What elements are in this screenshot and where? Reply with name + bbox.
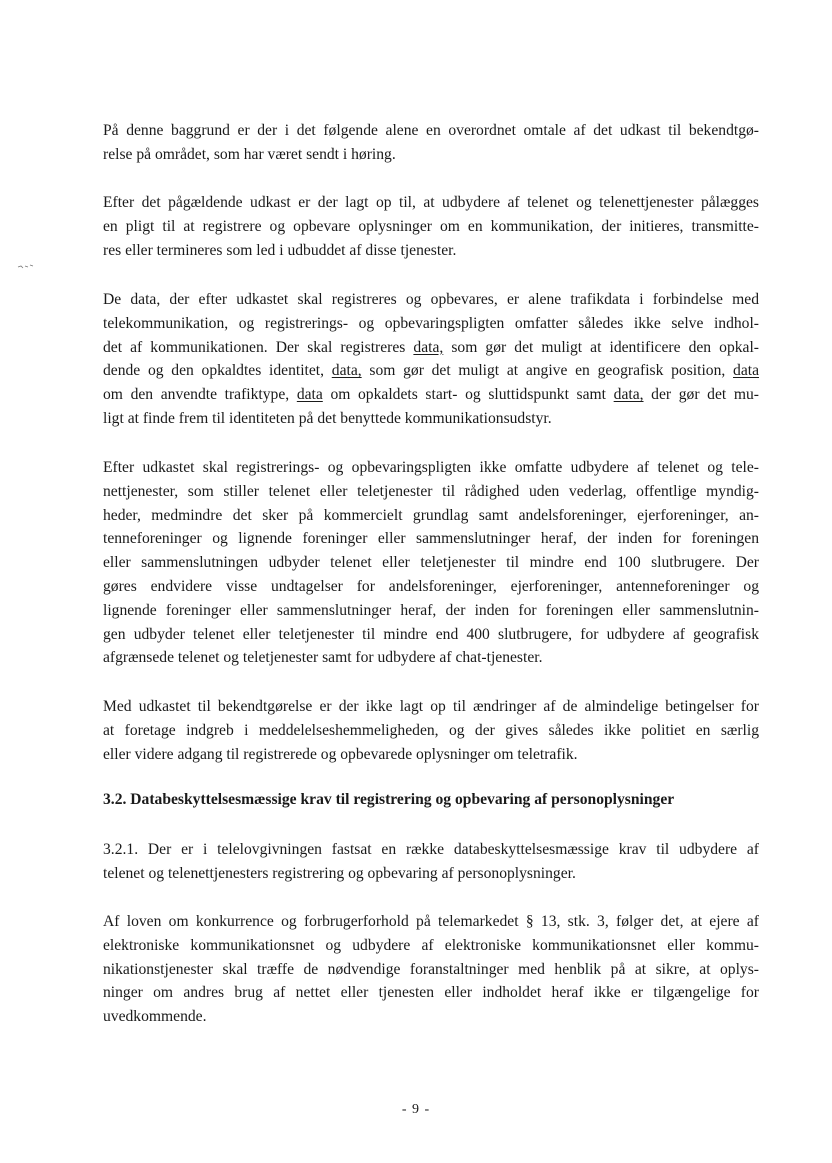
text-line: telekommunikation, og registrerings- og opbevaringspligten omfatter således ikke selve indhol-	[103, 314, 759, 332]
text-line	[103, 336, 759, 360]
text-line: Af loven om konkurrence og forbrugerforhold på telemarkedet § 13, stk. 3, følger det, at ejere af	[103, 913, 759, 930]
text-span: der gør det mu-	[643, 386, 759, 404]
text-span: dende og den opkaldtes identitet,	[103, 362, 332, 380]
text-line: res eller termineres som led i udbuddet af disse tjenester.	[103, 241, 457, 259]
underlined-data: data,	[613, 386, 644, 404]
text-line: nikationstjenester skal træffe de nødvendige foranstaltninger med henblik på at sikre, at oplys-	[103, 960, 759, 978]
text-line: På denne baggrund er der i det følgende alene en overordnet omtale af det udkast til bekendtgø-	[103, 122, 759, 139]
text-line: afgrænsede telenet og teletjenester samt for udbydere af chat-tjenester.	[103, 649, 543, 667]
paragraph-3	[103, 288, 759, 431]
text-line: tenneforeninger og lignende foreninger eller sammenslutninger heraf, der inden for foreningen	[103, 530, 759, 548]
text-line	[103, 383, 759, 407]
text-line: uvedkommende.	[103, 1008, 207, 1026]
text-line: at foretage indgreb i meddelelseshemmeligheden, og der gives således ikke politiet en særlig	[103, 721, 759, 739]
text-span: om opkaldets start- og sluttidspunkt samt	[322, 386, 614, 404]
scan-artifact	[17, 262, 35, 270]
text-line: eller videre adgang til registrerede og opbevarede oplysninger om teletrafik.	[103, 745, 578, 763]
section-heading: 3.2. Databeskyttelsesmæssige krav til registrering og opbevaring af personoplysninger	[103, 791, 675, 808]
text-line: gen udbyder telenet eller teletjenester til mindre end 400 slutbrugere, for udbydere af geografisk	[103, 625, 759, 643]
text-line: Efter udkastet skal registrerings- og opbevaringspligten ikke omfatte udbydere af telenet og tele-	[103, 459, 759, 476]
page-number: - 9 -	[401, 1102, 431, 1117]
text-line: elektroniske kommunikationsnet og udbydere af elektroniske kommunikationsnet eller kommu-	[103, 936, 759, 954]
paragraph-7	[103, 910, 759, 1029]
text-line: gøres endvidere visse undtagelser for andelsforeninger, ejerforeninger, antenneforeninger og	[103, 577, 759, 595]
text-span: som gør det muligt at identificere den opkal-	[443, 338, 759, 356]
text-span: om den anvendte trafiktype,	[103, 386, 297, 404]
text-span: det af kommunikationen. Der skal registreres	[103, 338, 414, 356]
text-line: ninger om andres brug af nettet eller tjenesten eller indholdet heraf ikke er tilgængelige for	[103, 984, 759, 1002]
text-line: lignende foreninger eller sammenslutninger heraf, der inden for foreningen eller sammenslutnin-	[103, 601, 759, 619]
text-line: telenet og telenettjenesters registrering og opbevaring af personoplysninger.	[103, 864, 576, 882]
text-line: nettjenester, som stiller telenet eller teletjenester til rådighed uden vederlag, offentlige myndig-	[103, 482, 759, 500]
underlined-data: data	[296, 386, 323, 404]
underlined-data: data,	[331, 362, 362, 380]
paragraph-5	[103, 695, 759, 766]
paragraph-6	[103, 838, 759, 886]
text-line: ligt at finde frem til identiteten på det benyttede kommunikationsudstyr.	[103, 409, 552, 427]
text-span: som gør det muligt at angive en geografisk position,	[361, 362, 734, 380]
paragraph-1	[103, 119, 759, 167]
text-line: Med udkastet til bekendtgørelse er der ikke lagt op til ændringer af de almindelige betingelser for	[103, 698, 759, 715]
text-line: en pligt til at registrere og opbevare oplysninger om en kommunikation, der initieres, transmitte-	[103, 217, 759, 235]
underlined-data: data,	[413, 338, 444, 356]
text-line: heder, medmindre det sker på kommercielt grundlag samt andelsforeninger, ejerforeninger, an-	[103, 506, 759, 524]
text-line	[103, 359, 759, 383]
text-line: relse på området, som har været sendt i høring.	[103, 145, 396, 163]
text-line: 3.2.1. Der er i telelovgivningen fastsat en række databeskyttelsesmæssige krav til udbydere af	[103, 841, 759, 858]
paragraph-4	[103, 456, 759, 670]
paragraph-2	[103, 191, 759, 262]
text-line: Efter det pågældende udkast er der lagt op til, at udbydere af telenet og telenettjenester pålægges	[103, 194, 759, 211]
text-line: eller sammenslutningen udbyder telenet eller teletjenester til mindre end 100 slutbrugere. Der	[103, 554, 759, 572]
text-line: De data, der efter udkastet skal registreres og opbevares, er alene trafikdata i forbindelse med	[103, 291, 759, 308]
underlined-data: data	[733, 362, 759, 380]
